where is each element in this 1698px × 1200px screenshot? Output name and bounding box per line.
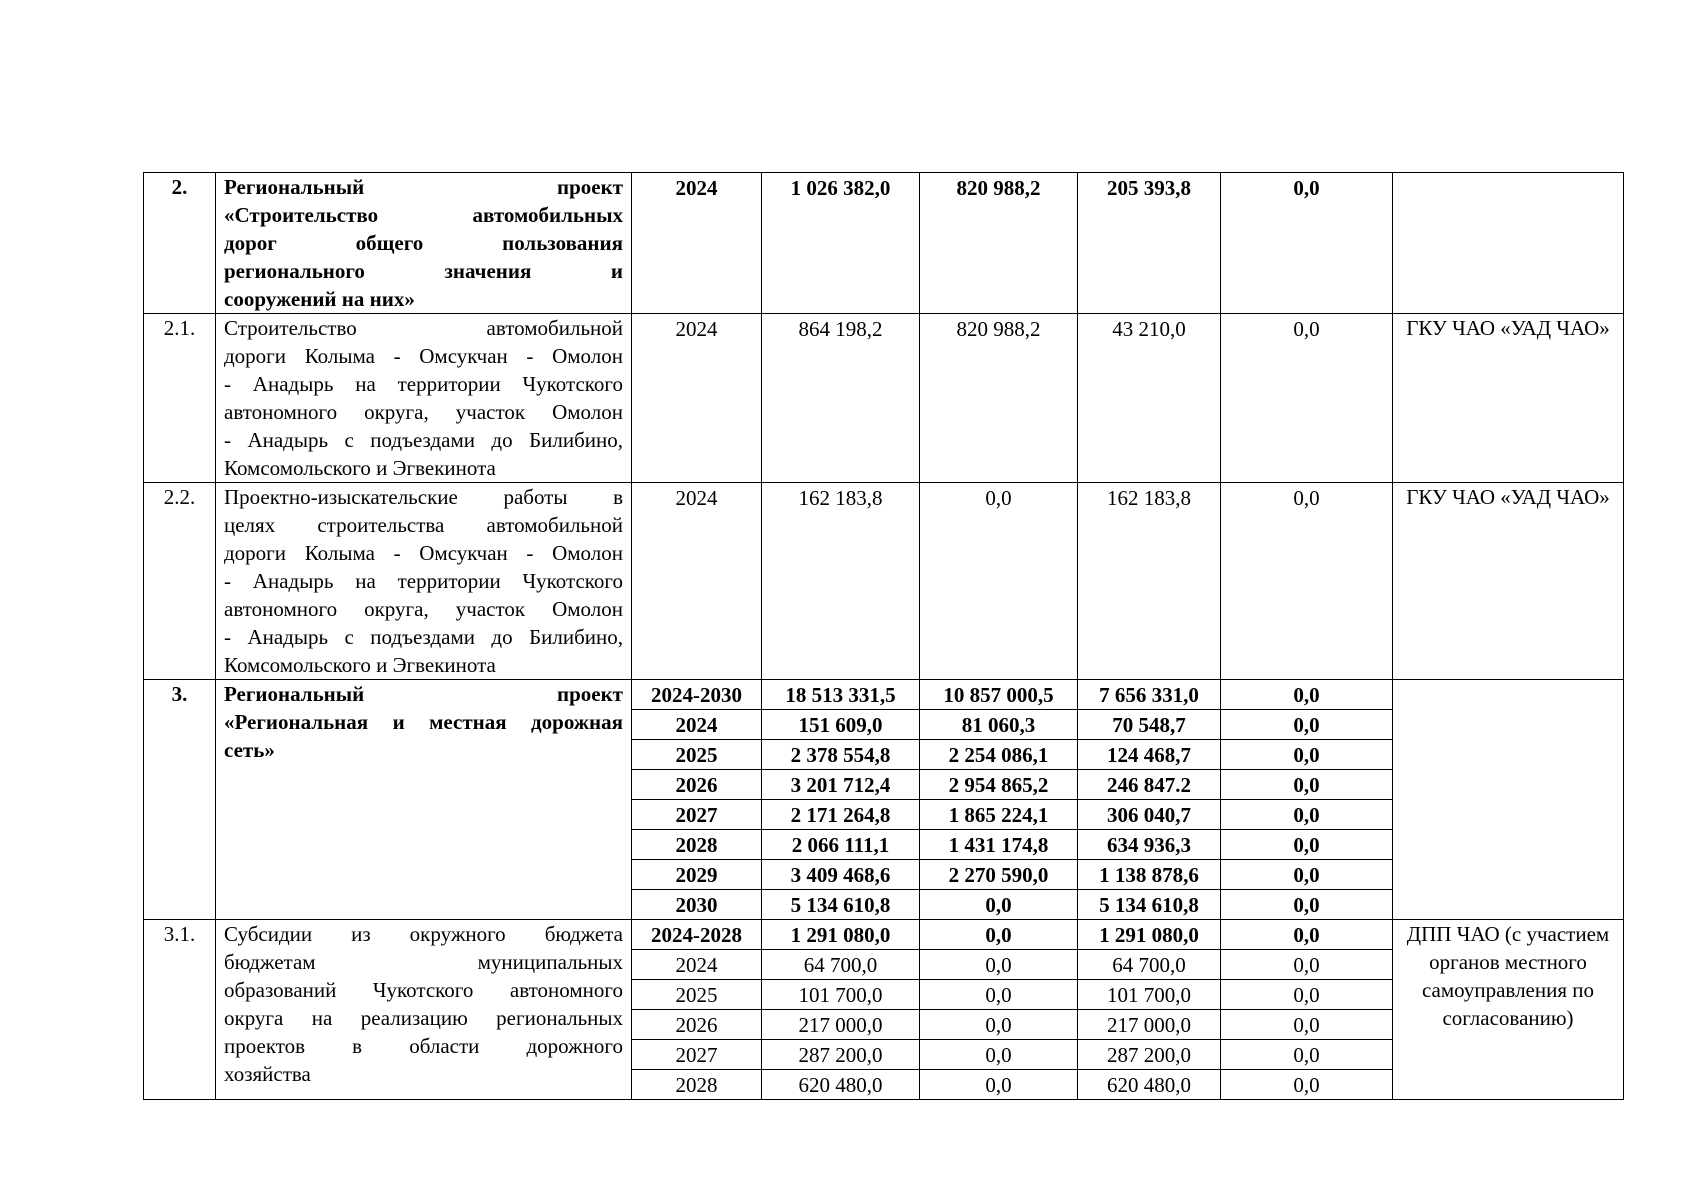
other-cell: 0,0 xyxy=(1221,710,1393,740)
other-cell: 0,0 xyxy=(1221,1040,1393,1070)
document-page xyxy=(143,172,1623,1100)
year-cell: 2024 xyxy=(632,950,762,980)
other-cell: 0,0 xyxy=(1221,890,1393,920)
federal-cell: 81 060,3 xyxy=(920,710,1078,740)
total-cell: 2 378 554,8 xyxy=(762,740,920,770)
regional-cell: 64 700,0 xyxy=(1078,950,1221,980)
federal-cell: 820 988,2 xyxy=(920,314,1078,483)
federal-cell: 0,0 xyxy=(920,483,1078,680)
total-cell: 3 201 712,4 xyxy=(762,770,920,800)
responsible-cell xyxy=(1393,680,1624,920)
name-line: проектов в области дорожного xyxy=(224,1034,623,1058)
name-line: Комсомольского и Эгвекинота xyxy=(224,653,496,677)
total-cell: 64 700,0 xyxy=(762,950,920,980)
federal-cell: 2 270 590,0 xyxy=(920,860,1078,890)
total-cell: 217 000,0 xyxy=(762,1010,920,1040)
other-cell: 0,0 xyxy=(1221,800,1393,830)
other-cell: 0,0 xyxy=(1221,830,1393,860)
federal-cell: 10 857 000,5 xyxy=(920,680,1078,710)
table-row xyxy=(144,173,1624,314)
federal-cell: 0,0 xyxy=(920,890,1078,920)
federal-cell: 0,0 xyxy=(920,1010,1078,1040)
federal-cell: 1 865 224,1 xyxy=(920,800,1078,830)
table-row xyxy=(144,314,1624,483)
name-line: образований Чукотского автономного xyxy=(224,978,623,1002)
regional-cell: 124 468,7 xyxy=(1078,740,1221,770)
row-number: 2. xyxy=(144,173,216,314)
total-cell: 162 183,8 xyxy=(762,483,920,680)
row-number: 2.2. xyxy=(144,483,216,680)
total-cell: 18 513 331,5 xyxy=(762,680,920,710)
responsible-cell: ГКУ ЧАО «УАД ЧАО» xyxy=(1393,483,1624,680)
other-cell: 0,0 xyxy=(1221,1070,1393,1100)
row-name xyxy=(216,680,632,920)
name-line: дороги Колыма - Омсукчан - Омолон xyxy=(224,541,623,565)
row-number: 2.1. xyxy=(144,314,216,483)
name-line: сеть» xyxy=(224,738,275,762)
year-cell: 2026 xyxy=(632,1010,762,1040)
year-cell: 2027 xyxy=(632,1040,762,1070)
name-line: - Анадырь на территории Чукотского xyxy=(224,569,623,593)
budget-table xyxy=(143,172,1624,1100)
total-cell: 5 134 610,8 xyxy=(762,890,920,920)
name-line: - Анадырь с подъездами до Билибино, xyxy=(224,625,623,649)
regional-cell: 1 138 878,6 xyxy=(1078,860,1221,890)
table-row xyxy=(144,920,1624,950)
total-cell: 1 291 080,0 xyxy=(762,920,920,950)
name-line: сооружений на них» xyxy=(224,287,415,311)
row-number: 3. xyxy=(144,680,216,920)
regional-cell: 205 393,8 xyxy=(1078,173,1221,314)
federal-cell: 2 954 865,2 xyxy=(920,770,1078,800)
other-cell: 0,0 xyxy=(1221,680,1393,710)
other-cell: 0,0 xyxy=(1221,770,1393,800)
other-cell: 0,0 xyxy=(1221,740,1393,770)
name-line: регионального значения и xyxy=(224,259,623,283)
regional-cell: 1 291 080,0 xyxy=(1078,920,1221,950)
table-row xyxy=(144,680,1624,710)
federal-cell: 0,0 xyxy=(920,1070,1078,1100)
responsible-cell: ГКУ ЧАО «УАД ЧАО» xyxy=(1393,314,1624,483)
total-cell: 2 066 111,1 xyxy=(762,830,920,860)
regional-cell: 162 183,8 xyxy=(1078,483,1221,680)
row-name xyxy=(216,483,632,680)
name-line: дороги Колыма - Омсукчан - Омолон xyxy=(224,344,623,368)
year-cell: 2028 xyxy=(632,830,762,860)
other-cell: 0,0 xyxy=(1221,314,1393,483)
name-line: - Анадырь с подъездами до Билибино, xyxy=(224,428,623,452)
year-cell: 2028 xyxy=(632,1070,762,1100)
other-cell: 0,0 xyxy=(1221,173,1393,314)
row-name xyxy=(216,920,632,1100)
total-cell: 2 171 264,8 xyxy=(762,800,920,830)
year-cell: 2026 xyxy=(632,770,762,800)
other-cell: 0,0 xyxy=(1221,1010,1393,1040)
regional-cell: 306 040,7 xyxy=(1078,800,1221,830)
regional-cell: 634 936,3 xyxy=(1078,830,1221,860)
name-line: Комсомольского и Эгвекинота xyxy=(224,456,496,480)
responsible-cell: ДПП ЧАО (с участием органов местного самоуправления по согласованию) xyxy=(1393,920,1624,1100)
name-line: автономного округа, участок Омолон xyxy=(224,400,623,424)
federal-cell: 0,0 xyxy=(920,980,1078,1010)
other-cell: 0,0 xyxy=(1221,483,1393,680)
table-row xyxy=(144,483,1624,680)
regional-cell: 43 210,0 xyxy=(1078,314,1221,483)
regional-cell: 287 200,0 xyxy=(1078,1040,1221,1070)
regional-cell: 620 480,0 xyxy=(1078,1070,1221,1100)
name-line: «Строительство автомобильных xyxy=(224,203,623,227)
name-line: - Анадырь на территории Чукотского xyxy=(224,372,623,396)
total-cell: 151 609,0 xyxy=(762,710,920,740)
regional-cell: 70 548,7 xyxy=(1078,710,1221,740)
total-cell: 864 198,2 xyxy=(762,314,920,483)
year-cell: 2025 xyxy=(632,980,762,1010)
federal-cell: 820 988,2 xyxy=(920,173,1078,314)
other-cell: 0,0 xyxy=(1221,920,1393,950)
federal-cell: 0,0 xyxy=(920,920,1078,950)
responsible-cell xyxy=(1393,173,1624,314)
federal-cell: 0,0 xyxy=(920,950,1078,980)
other-cell: 0,0 xyxy=(1221,860,1393,890)
year-cell: 2025 xyxy=(632,740,762,770)
total-cell: 620 480,0 xyxy=(762,1070,920,1100)
total-cell: 287 200,0 xyxy=(762,1040,920,1070)
name-line: бюджетам муниципальных xyxy=(224,950,623,974)
regional-cell: 101 700,0 xyxy=(1078,980,1221,1010)
year-cell: 2024 xyxy=(632,710,762,740)
name-line: Региональный проект xyxy=(224,175,623,199)
name-line: Проектно-изыскательские работы в xyxy=(224,485,623,509)
year-cell: 2024-2028 xyxy=(632,920,762,950)
other-cell: 0,0 xyxy=(1221,980,1393,1010)
regional-cell: 246 847.2 xyxy=(1078,770,1221,800)
regional-cell: 7 656 331,0 xyxy=(1078,680,1221,710)
federal-cell: 0,0 xyxy=(920,1040,1078,1070)
federal-cell: 2 254 086,1 xyxy=(920,740,1078,770)
total-cell: 1 026 382,0 xyxy=(762,173,920,314)
other-cell: 0,0 xyxy=(1221,950,1393,980)
name-line: дорог общего пользования xyxy=(224,231,623,255)
total-cell: 101 700,0 xyxy=(762,980,920,1010)
year-cell: 2024-2030 xyxy=(632,680,762,710)
total-cell: 3 409 468,6 xyxy=(762,860,920,890)
name-line: целях строительства автомобильной xyxy=(224,513,623,537)
regional-cell: 5 134 610,8 xyxy=(1078,890,1221,920)
name-line: Региональный проект xyxy=(224,682,623,706)
regional-cell: 217 000,0 xyxy=(1078,1010,1221,1040)
name-line: Строительство автомобильной xyxy=(224,316,623,340)
name-line: хозяйства xyxy=(224,1062,311,1086)
row-number: 3.1. xyxy=(144,920,216,1100)
name-line: «Региональная и местная дорожная xyxy=(224,710,623,734)
name-line: автономного округа, участок Омолон xyxy=(224,597,623,621)
year-cell: 2024 xyxy=(632,483,762,680)
year-cell: 2029 xyxy=(632,860,762,890)
year-cell: 2024 xyxy=(632,314,762,483)
name-line: округа на реализацию региональных xyxy=(224,1006,623,1030)
year-cell: 2024 xyxy=(632,173,762,314)
federal-cell: 1 431 174,8 xyxy=(920,830,1078,860)
row-name xyxy=(216,314,632,483)
row-name xyxy=(216,173,632,314)
year-cell: 2030 xyxy=(632,890,762,920)
year-cell: 2027 xyxy=(632,800,762,830)
name-line: Субсидии из окружного бюджета xyxy=(224,922,623,946)
